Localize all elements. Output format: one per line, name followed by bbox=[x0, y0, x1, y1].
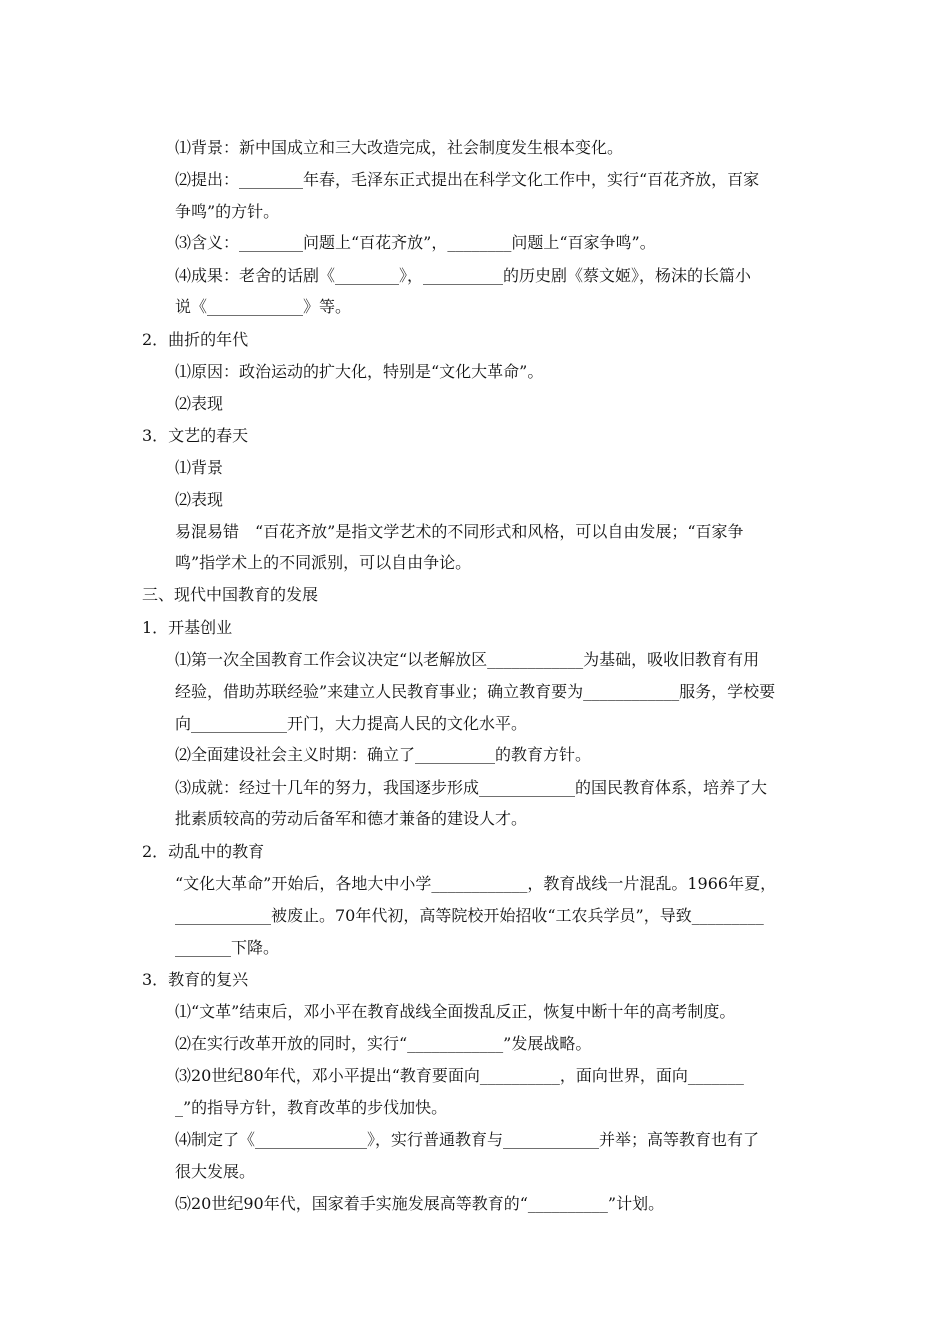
text-line: ⑵全面建设社会主义时期：确立了__________的教育方针。 bbox=[175, 745, 592, 764]
text-line: 批素质较高的劳动后备军和德才兼备的建设人才。 bbox=[175, 809, 528, 828]
text-line: _”的指导方针，教育改革的步伐加快。 bbox=[175, 1098, 448, 1117]
note-line: 易混易错 “百花齐放”是指文学艺术的不同形式和风格，可以自由发展；“百家争 bbox=[175, 522, 744, 541]
text-line: ⑶含义：________问题上“百花齐放”，________问题上“百家争鸣”。 bbox=[175, 233, 656, 252]
text-line: ⑵表现 bbox=[175, 490, 224, 509]
text-line: “文化大革命”开始后，各地大中小学____________，教育战线一片混乱。1966年夏， bbox=[175, 874, 777, 893]
text-line: 争鸣”的方针。 bbox=[175, 202, 280, 221]
text-line: 说《____________》等。 bbox=[175, 297, 352, 316]
text-line: 经验，借助苏联经验”来建立人民教育事业；确立教育要为____________服务，学校要 bbox=[175, 682, 776, 701]
text-line: ⑶20世纪80年代，邓小平提出“教育要面向__________，面向世界，面向_______ bbox=[175, 1066, 744, 1085]
part-heading: 三、现代中国教育的发展 bbox=[142, 585, 319, 604]
section-heading: 3．教育的复兴 bbox=[142, 970, 249, 989]
section-heading: 2．动乱中的教育 bbox=[142, 842, 265, 861]
text-line: ⑷成果：老舍的话剧《________》，__________的历史剧《蔡文姬》，杨沫的长篇小 bbox=[175, 266, 752, 285]
section-heading: 3．文艺的春天 bbox=[142, 426, 249, 445]
section-heading: 1．开基创业 bbox=[142, 618, 233, 637]
text-line: _______下降。 bbox=[175, 938, 280, 957]
text-line: ⑷制定了《______________》，实行普通教育与____________并举；高等教育也有了 bbox=[175, 1130, 760, 1149]
text-line: ⑸20世纪90年代，国家着手实施发展高等教育的“__________”计划。 bbox=[175, 1194, 665, 1213]
section-heading: 2．曲折的年代 bbox=[142, 330, 249, 349]
text-line: ____________被废止。70年代初，高等院校开始招收“工农兵学员”，导致_________ bbox=[175, 906, 764, 925]
text-line: ⑴背景 bbox=[175, 458, 224, 477]
text-line: 向____________开门，大力提高人民的文化水平。 bbox=[175, 714, 528, 733]
text-line: 很大发展。 bbox=[175, 1162, 256, 1181]
note-line: 鸣”指学术上的不同派别，可以自由争论。 bbox=[175, 553, 472, 572]
text-line: ⑴第一次全国教育工作会议决定“以老解放区____________为基础，吸收旧教育有用 bbox=[175, 650, 760, 669]
text-line: ⑴“文革”结束后，邓小平在教育战线全面拨乱反正，恢复中断十年的高考制度。 bbox=[175, 1002, 736, 1021]
text-line: ⑵在实行改革开放的同时，实行“____________”发展战略。 bbox=[175, 1034, 592, 1053]
text-line: ⑵表现 bbox=[175, 394, 224, 413]
text-line: ⑶成就：经过十几年的努力，我国逐步形成____________的国民教育体系，培养了大 bbox=[175, 778, 768, 797]
text-line: ⑵提出：________年春，毛泽东正式提出在科学文化工作中，实行“百花齐放，百家 bbox=[175, 170, 760, 189]
text-line: ⑴原因：政治运动的扩大化，特别是“文化大革命”。 bbox=[175, 362, 544, 381]
text-line: ⑴背景：新中国成立和三大改造完成，社会制度发生根本变化。 bbox=[175, 138, 624, 157]
